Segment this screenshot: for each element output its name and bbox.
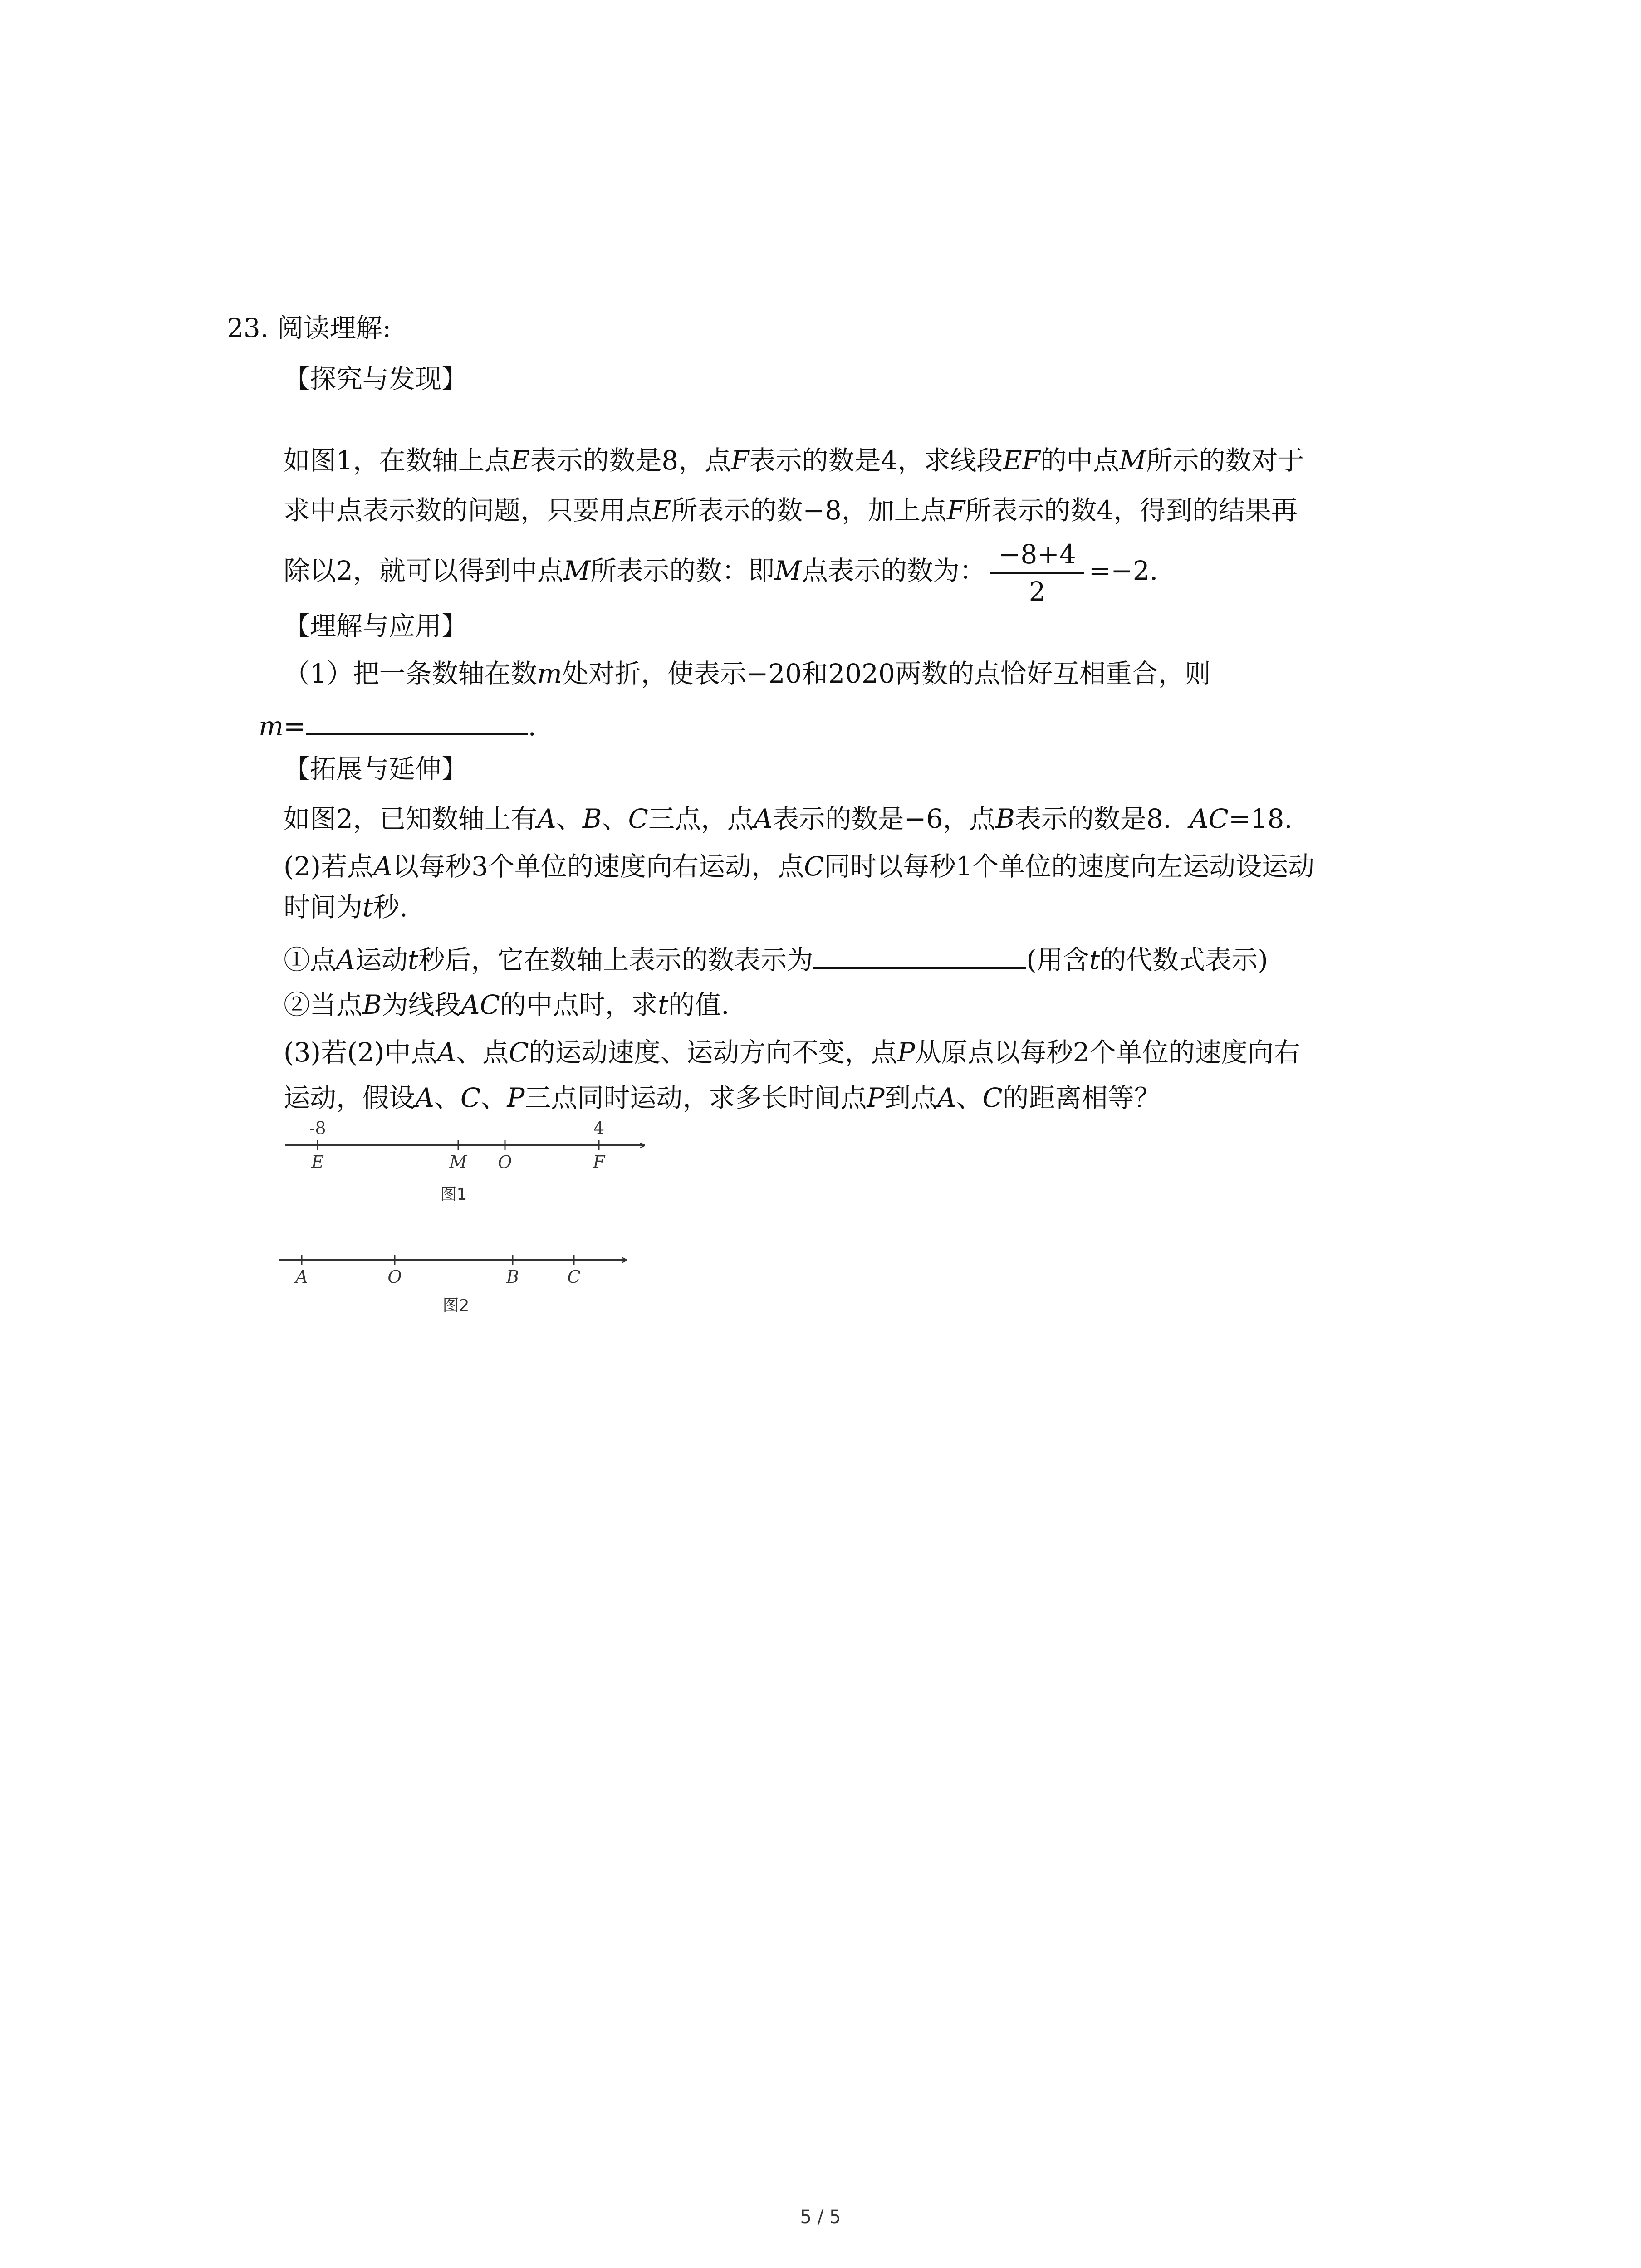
var-m: M [563,555,591,586]
text: 表示的数是4，求线段 [749,445,1003,476]
var-b: B [995,803,1015,834]
var-a: A [415,1082,434,1113]
var-e: E [652,495,671,526]
var-m: M [1119,445,1146,476]
text: 秒后，它在数轴上表示的数表示为 [418,944,813,975]
var-m: m [259,711,284,742]
text: 、点 [456,1037,509,1068]
figure-2-number-line [279,1255,626,1315]
text: . [528,711,537,742]
text: 的代数式表示) [1100,944,1268,975]
var-c: C [460,1082,481,1113]
text: 从原点以每秒2个单位的速度向右 [915,1037,1300,1068]
var-t: t [362,892,373,923]
text: 表示的数是−6，点 [772,803,996,834]
var-c: C [982,1082,1003,1113]
var-a: A [437,1037,456,1068]
text: 、 [602,803,628,834]
text: 所表示的数：即 [590,555,775,586]
text: 如图2，已知数轴上有 [284,803,537,834]
point-label-m: M [449,1152,467,1172]
text: 所表示的数−8，加上点 [671,495,947,526]
tick-label-neg8: -8 [309,1118,326,1138]
text: 为线段 [382,989,461,1020]
text: 、 [956,1082,983,1113]
var-a: A [937,1082,956,1113]
text: 的中点 [1040,445,1119,476]
section-explore-heading: 【探究与发现】 [284,363,468,394]
var-m: M [774,555,802,586]
var-p: P [867,1082,885,1113]
text: 所示的数对于 [1146,445,1304,476]
text: 表示的数是8． [1014,803,1190,834]
var-p: P [507,1082,525,1113]
section-apply-heading: 【理解与应用】 [284,611,468,641]
text: 的中点时，求 [500,989,658,1020]
text: 表示的数是8，点 [530,445,731,476]
problem-title: 阅读理解: [277,313,392,343]
text: =−2. [1088,555,1158,586]
var-b: B [582,803,602,834]
figure-1-number-line [285,1118,644,1204]
text: (3)若(2)中点 [284,1037,437,1068]
var-t: t [1089,944,1100,975]
text: 同时以每秒1个单位的速度向左运动设运动 [824,851,1315,882]
text: 、 [434,1082,460,1113]
text: 如图1，在数轴上点 [284,445,511,476]
text: 到点 [884,1082,937,1113]
text: = [284,711,306,742]
var-c: C [803,851,824,882]
var-e: E [510,445,530,476]
var-ef: EF [1003,445,1040,476]
text: （1）把一条数轴在数 [284,658,537,689]
text: (用含 [1026,944,1089,975]
point-label-e: E [311,1152,324,1172]
var-a: A [336,944,355,975]
text: 的距离相等？ [1002,1082,1161,1113]
var-f: F [731,445,749,476]
text: 所表示的数4，得到的结果再 [965,495,1298,526]
var-a: A [753,803,773,834]
var-c: C [628,803,648,834]
var-ac: AC [1189,803,1229,834]
text: 的运动速度、运动方向不变，点 [529,1037,897,1068]
var-b: B [362,989,382,1020]
var-c: C [509,1037,529,1068]
point-label-c: C [567,1267,581,1287]
text: 求中点表示数的问题，只要用点 [284,495,652,526]
problem-number: 23. [227,313,269,343]
section-extend-heading: 【拓展与延伸】 [284,753,468,784]
tick-label-4: 4 [593,1118,605,1138]
text: 处对折，使表示−20和2020两数的点恰好互相重合，则 [562,658,1211,689]
text: ①点 [284,944,337,975]
text: (2)若点 [284,851,374,882]
text: 秒. [373,892,408,923]
var-t: t [657,989,669,1020]
point-label-b: B [506,1267,519,1287]
point-label-o2: O [387,1267,402,1287]
text: ②当点 [284,989,363,1020]
text: 点表示的数为： [801,555,986,586]
point-label-o: O [498,1152,512,1172]
figure-2-caption: 图2 [442,1296,470,1315]
fraction-numerator: −8+4 [990,537,1084,574]
text: 、 [480,1082,507,1113]
text: 时间为 [284,892,363,923]
fraction-denominator: 2 [1029,576,1046,607]
text: =18. [1229,803,1293,834]
var-f: F [946,495,965,526]
point-label-f: F [593,1152,605,1172]
var-m: m [537,658,562,689]
text: 、 [556,803,583,834]
figure-1-caption: 图1 [440,1185,467,1204]
var-ac: AC [460,989,500,1020]
text: 的值. [668,989,730,1020]
text: 运动 [355,944,408,975]
text: 三点，点 [648,803,754,834]
text: 运动，假设 [284,1082,416,1113]
text: 三点同时运动，求多长时间点 [524,1082,867,1113]
var-a: A [373,851,393,882]
text: 除以2，就可以得到中点 [284,555,563,586]
point-label-a: A [295,1267,308,1287]
text: 以每秒3个单位的速度向右运动，点 [392,851,804,882]
var-p: P [897,1037,915,1068]
page-number: 5 / 5 [800,2207,841,2228]
var-a: A [537,803,556,834]
var-t: t [407,944,419,975]
